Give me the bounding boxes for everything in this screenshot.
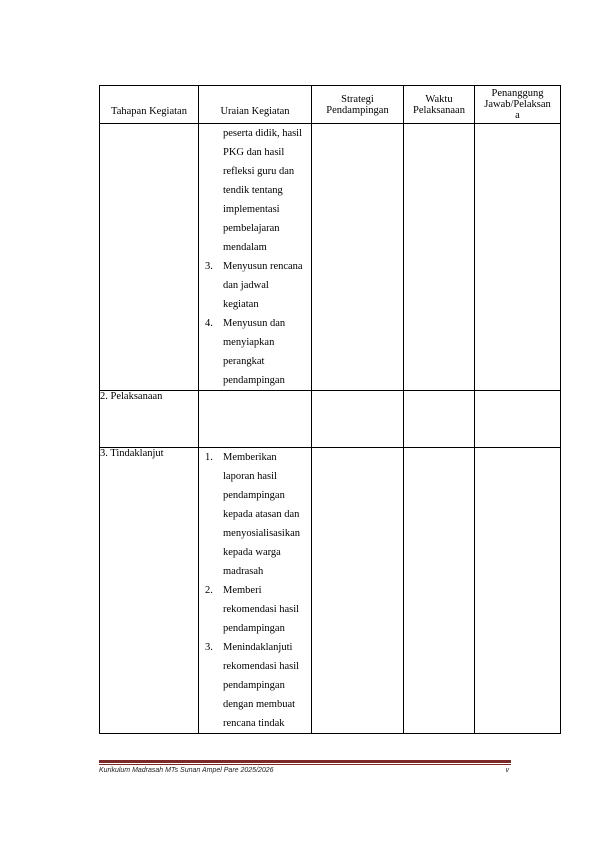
header-tahapan-kegiatan: Tahapan Kegiatan (100, 86, 199, 124)
responsible-cell (475, 124, 561, 391)
header-strategi-pendampingan: Strategi Pendampingan (312, 86, 404, 124)
strategy-cell (312, 391, 404, 448)
table-row (100, 391, 561, 448)
time-cell (404, 391, 475, 448)
footer-rule-thin (99, 764, 511, 765)
stage-cell (100, 124, 199, 391)
table-row (100, 448, 561, 734)
header-waktu-pelaksanaan: Waktu Pelaksanaan (404, 86, 475, 124)
list-item: 3. Menyusun rencana dan jadwal kegiatan (205, 261, 303, 310)
table-header-row (100, 86, 561, 124)
page-number: v (505, 767, 509, 774)
time-cell (404, 124, 475, 391)
activity-table (99, 85, 561, 734)
list-item: 3. Menindaklanjuti rekomendasi hasil pendampingan dengan membuat rencana tindak (205, 642, 300, 729)
continuation-text: peserta didik, hasil PKG dan hasil refleksi guru dan tendik tentang implementasi pembelajaran mendalam (223, 128, 303, 253)
footer-rule-thick (99, 760, 511, 763)
stage-cell: 3. Tindaklanjut (100, 448, 199, 734)
list-item: 4. Menyusun dan menyiapkan perangkat pendampingan (205, 318, 286, 386)
responsible-cell (475, 391, 561, 448)
header-uraian-kegiatan: Uraian Kegiatan (199, 86, 312, 124)
activity-list (199, 448, 311, 733)
description-cell (199, 391, 312, 448)
table-row (100, 124, 561, 391)
list-item: 2. Memberi rekomendasi hasil pendampingan (205, 585, 300, 634)
strategy-cell (312, 124, 404, 391)
time-cell (404, 448, 475, 734)
responsible-cell (475, 448, 561, 734)
header-penanggung-jawab: Penanggung Jawab/Pelaksan a (475, 86, 561, 124)
page-footer (99, 767, 511, 774)
activity-list (199, 257, 311, 390)
stage-cell: 2. Pelaksanaan (100, 391, 199, 448)
description-cell (199, 124, 312, 391)
description-cell (199, 448, 312, 734)
footer-title: Kurikulum Madrasah MTs Sunan Ampel Pare 2025/2026 (99, 767, 274, 774)
strategy-cell (312, 448, 404, 734)
list-item: 1. Memberikan laporan hasil pendampingan kepada atasan dan menyosialisasikan kepada warga madrasah (205, 452, 300, 577)
